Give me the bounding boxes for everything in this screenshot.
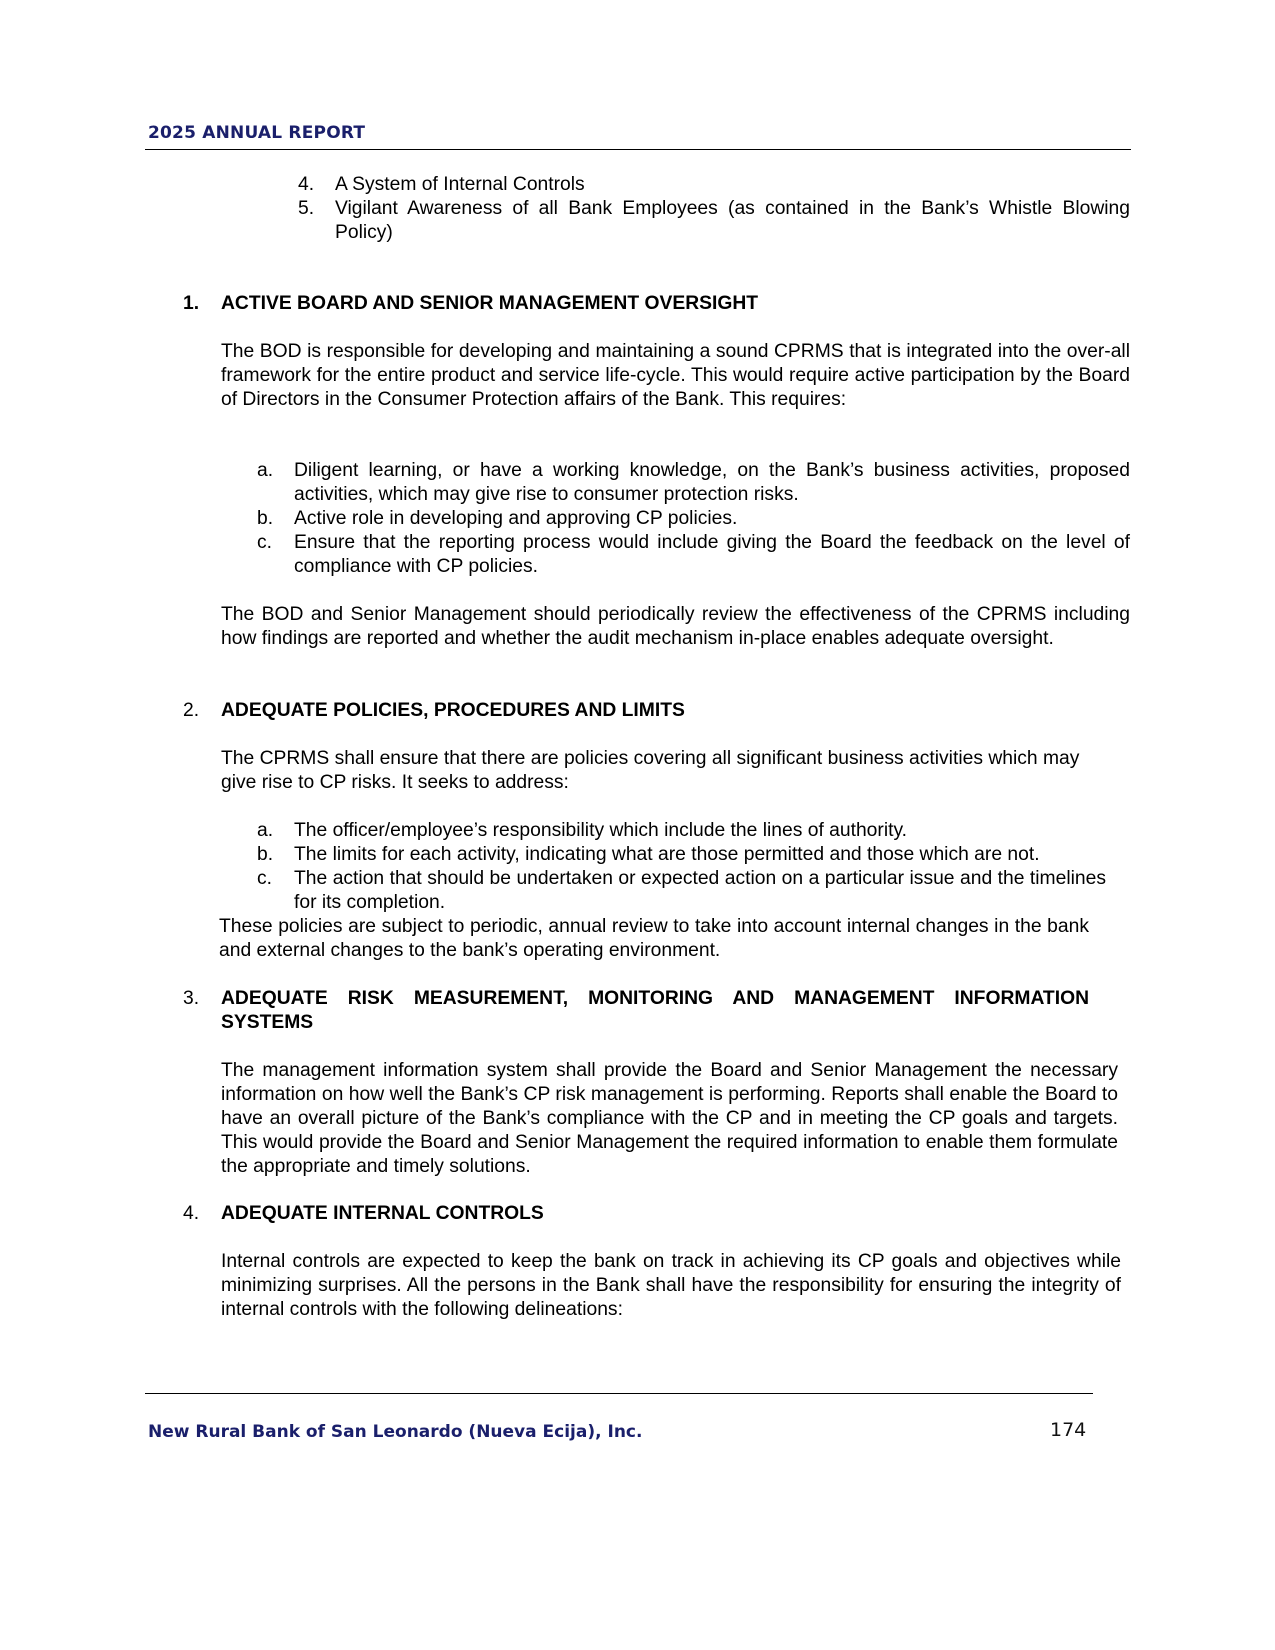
list-letter: c. <box>257 868 272 889</box>
list-text: Active role in developing and approving CP policies. <box>294 508 738 529</box>
paragraph: The BOD and Senior Management should periodically review the effectiveness of the CPRMS including how findings are reported and whether the audit mechanism in-place enables adequate oversight. <box>221 604 1130 649</box>
section-number: 4. <box>183 1203 200 1224</box>
list-item <box>257 459 1130 507</box>
report-title: 2025 ANNUAL REPORT <box>148 123 366 143</box>
list-item <box>298 197 1130 245</box>
list-text: A System of Internal Controls <box>335 174 585 195</box>
section-number: 1. <box>183 293 200 314</box>
section-heading <box>183 1202 1118 1226</box>
list-text: Ensure that the reporting process would include giving the Board the feedback on the level of compliance with CP policies. <box>294 532 1130 577</box>
list-item <box>257 819 1106 843</box>
paragraph: The management information system shall provide the Board and Senior Management the necessary information on how well the Bank’s CP risk management is performing. Reports shall enable the Board to have an overall picture of the Bank’s compliance with the CP and in meeting the CP goals and targets. This would provide the Board and Senior Management the required information to enable them formulate the appropriate and timely solutions. <box>221 1060 1118 1177</box>
list-item <box>257 867 1106 915</box>
list-text: The limits for each activity, indicating what are those permitted and those which are not. <box>294 844 1040 865</box>
footer-organization: New Rural Bank of San Leonardo (Nueva Ecija), Inc. <box>148 1422 643 1442</box>
list-letter: b. <box>257 508 274 529</box>
list-item <box>257 531 1130 579</box>
section-title: ADEQUATE POLICIES, PROCEDURES AND LIMITS <box>221 700 685 721</box>
list-number: 5. <box>298 198 315 219</box>
list-item <box>298 173 1130 197</box>
header-divider <box>145 149 1131 150</box>
list-letter: c. <box>257 532 272 553</box>
footer-divider <box>145 1393 1093 1394</box>
section-title: ADEQUATE INTERNAL CONTROLS <box>221 1203 544 1224</box>
section-number: 2. <box>183 700 200 721</box>
paragraph: These policies are subject to periodic, annual review to take into account internal changes in the bank and external changes to the bank’s operating environment. <box>219 916 1089 961</box>
list-letter: a. <box>257 820 274 841</box>
list-text: Diligent learning, or have a working knowledge, on the Bank’s business activities, proposed activities, which may give rise to consumer protection risks. <box>294 460 1130 505</box>
section-number: 3. <box>183 988 200 1009</box>
section-heading <box>183 292 1130 316</box>
section-heading <box>183 987 1089 1035</box>
paragraph: The CPRMS shall ensure that there are policies covering all significant business activities which may give rise to CP risks. It seeks to address: <box>221 748 1080 793</box>
paragraph: Internal controls are expected to keep the bank on track in achieving its CP goals and objectives while minimizing surprises. All the persons in the Bank shall have the responsibility for ensuring the integrity of internal controls with the following delineations: <box>221 1251 1121 1320</box>
page-number: 174 <box>1050 1419 1087 1441</box>
section-heading <box>183 699 1130 723</box>
list-item <box>257 843 1106 867</box>
list-number: 4. <box>298 174 315 195</box>
list-text: The action that should be undertaken or expected action on a particular issue and the timelines for its completion. <box>294 868 1106 913</box>
paragraph: The BOD is responsible for developing and maintaining a sound CPRMS that is integrated into the over-all framework for the entire product and service life-cycle. This would require active participation by the Board of Directors in the Consumer Protection affairs of the Bank. This requires: <box>221 341 1130 410</box>
list-item <box>257 507 1130 531</box>
list-letter: a. <box>257 460 274 481</box>
section-title: ACTIVE BOARD AND SENIOR MANAGEMENT OVERSIGHT <box>221 293 759 314</box>
list-letter: b. <box>257 844 274 865</box>
section-title: ADEQUATE RISK MEASUREMENT, MONITORING AND MANAGEMENT INFORMATION SYSTEMS <box>221 988 1089 1033</box>
list-text: The officer/employee’s responsibility which include the lines of authority. <box>294 820 908 841</box>
list-text: Vigilant Awareness of all Bank Employees (as contained in the Bank’s Whistle Blowing Policy) <box>335 198 1130 243</box>
